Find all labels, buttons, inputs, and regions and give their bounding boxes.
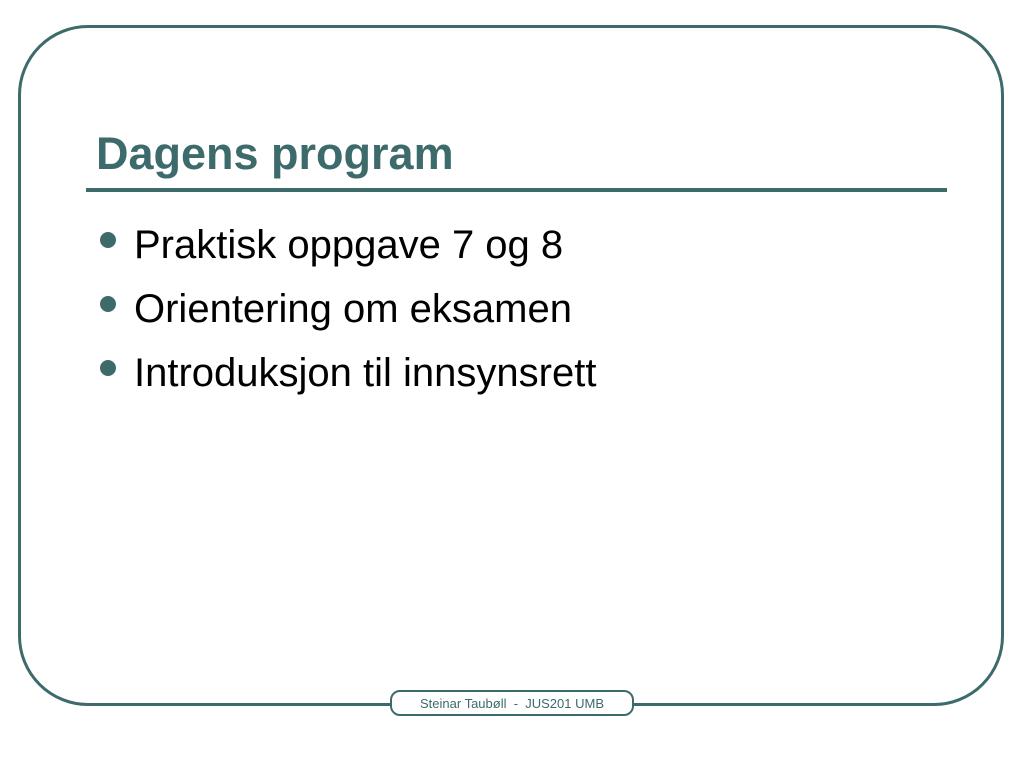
footer-text: Steinar Taubøll - JUS201 UMB	[420, 695, 604, 711]
bullet-text: Introduksjon til innsynsrett	[134, 351, 597, 395]
bullet-text: Orientering om eksamen	[134, 287, 572, 331]
bullet-dot-icon	[100, 296, 116, 312]
bullet-dot-icon	[100, 360, 116, 376]
bullet-list	[96, 214, 596, 406]
footer-label	[390, 690, 634, 716]
bullet-dot-icon	[100, 232, 116, 248]
bullet-item	[96, 214, 596, 278]
bullet-item	[96, 278, 596, 342]
bullet-item	[96, 342, 596, 406]
bullet-text: Praktisk oppgave 7 og 8	[134, 223, 564, 267]
slide-title: Dagens program	[96, 128, 454, 179]
title-divider	[86, 188, 947, 192]
